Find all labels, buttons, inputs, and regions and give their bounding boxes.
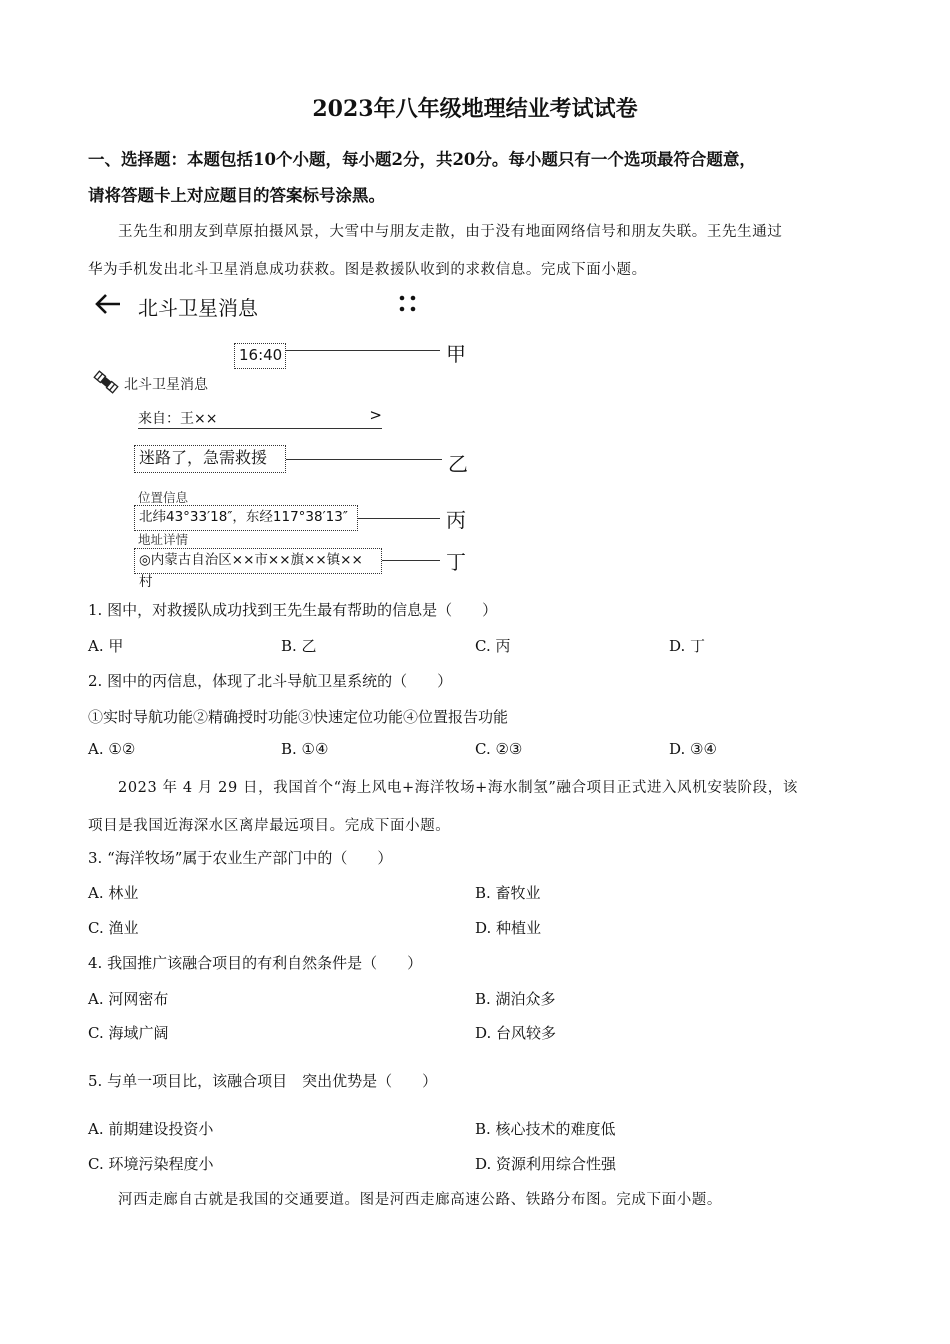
- q5-option-b[interactable]: B. 核心技术的难度低: [475, 1120, 616, 1138]
- label-bing: 丙: [446, 508, 466, 532]
- q5-option-a[interactable]: A. 前期建设投资小: [88, 1120, 214, 1138]
- q3-option-a[interactable]: A. 林业: [88, 884, 139, 902]
- label-yi: 乙: [448, 452, 468, 476]
- coordinates-box: 北纬43°33′18″，东经117°38′13″: [134, 505, 358, 531]
- address-box: ◎内蒙古自治区××市××旗××镇×× 村: [134, 548, 382, 574]
- question-4-stem: 4. 我国推广该融合项目的有利自然条件是（ ）: [88, 954, 423, 972]
- q4-option-d[interactable]: D. 台风较多: [475, 1024, 557, 1042]
- time-box: 16:40: [234, 343, 286, 369]
- leader-line-ding: [382, 560, 440, 561]
- dots-grid-icon: [398, 294, 418, 318]
- q2-option-b[interactable]: B. ①④: [281, 740, 329, 758]
- section-heading-line1: 一、选择题：本题包括10个小题，每小题2分，共20分。每小题只有一个选项最符合题意，: [88, 150, 756, 169]
- question-2-stem: 2. 图中的丙信息，体现了北斗导航卫星系统的（ ）: [88, 672, 453, 690]
- sender-text: 来自：王××: [138, 411, 218, 427]
- q3-option-d[interactable]: D. 种植业: [475, 919, 542, 937]
- location-heading: 位置信息: [138, 490, 189, 505]
- intro2-line1: 2023 年 4 月 29 日，我国首个“海上风电+海洋牧场+海水制氢”融合项目正式进入风机安装阶段，该: [118, 780, 798, 796]
- question-3-stem: 3. “海洋牧场”属于农业生产部门中的（ ）: [88, 849, 393, 867]
- q2-option-d[interactable]: D. ③④: [669, 740, 717, 758]
- q1-option-c[interactable]: C. 丙: [475, 637, 511, 655]
- q3-option-c[interactable]: C. 渔业: [88, 919, 139, 937]
- chevron-right-icon: >: [369, 406, 382, 424]
- intro2-line2: 项目是我国近海深水区离岸最远项目。完成下面小题。: [88, 818, 451, 834]
- question-2-statements: ①实时导航功能②精确授时功能③快速定位功能④位置报告功能: [88, 708, 509, 726]
- sender-row: [138, 406, 382, 429]
- q2-option-c[interactable]: C. ②③: [475, 740, 523, 758]
- satellite-label: 北斗卫星消息: [124, 377, 208, 393]
- q5-option-c[interactable]: C. 环境污染程度小: [88, 1155, 214, 1173]
- q3-option-b[interactable]: B. 畜牧业: [475, 884, 541, 902]
- intro3-line: 河西走廊自古就是我国的交通要道。图是河西走廊高速公路、铁路分布图。完成下面小题。: [118, 1192, 722, 1208]
- q1-option-d[interactable]: D. 丁: [669, 637, 706, 655]
- message-box: 迷路了，急需救援: [134, 445, 286, 473]
- arrow-left-icon: [94, 292, 122, 320]
- section-heading-line2: 请将答题卡上对应题目的答案标号涂黑。: [88, 186, 385, 205]
- satellite-icon: [92, 368, 120, 400]
- intro1-line1: 王先生和朋友到草原拍摄风景，大雪中与朋友走散，由于没有地面网络信号和朋友失联。王先生通过: [118, 224, 783, 240]
- q2-option-a[interactable]: A. ①②: [88, 740, 136, 758]
- leader-line-bing: [358, 518, 440, 519]
- beidou-message-figure: [88, 288, 488, 588]
- q1-option-b[interactable]: B. 乙: [281, 637, 317, 655]
- page-title: 2023年八年级地理结业考试试卷: [312, 96, 638, 122]
- address-heading: 地址详情: [138, 532, 189, 547]
- question-1-stem: 1. 图中，对救援队成功找到王先生最有帮助的信息是（ ）: [88, 601, 498, 619]
- leader-line-yi: [286, 459, 442, 460]
- header-title: 北斗卫星消息: [138, 296, 258, 320]
- intro1-line2: 华为手机发出北斗卫星消息成功获救。图是救援队收到的求救信息。完成下面小题。: [88, 262, 647, 278]
- label-ding: 丁: [446, 550, 466, 574]
- q1-option-a[interactable]: A. 甲: [88, 637, 124, 655]
- q5-option-d[interactable]: D. 资源利用综合性强: [475, 1155, 617, 1173]
- q4-option-b[interactable]: B. 湖泊众多: [475, 990, 556, 1008]
- q4-option-a[interactable]: A. 河网密布: [88, 990, 169, 1008]
- label-jia: 甲: [446, 342, 466, 366]
- leader-line-jia: [286, 350, 440, 351]
- q4-option-c[interactable]: C. 海域广阔: [88, 1024, 169, 1042]
- question-5-stem: 5. 与单一项目比，该融合项目 突出优势是（ ）: [88, 1072, 438, 1090]
